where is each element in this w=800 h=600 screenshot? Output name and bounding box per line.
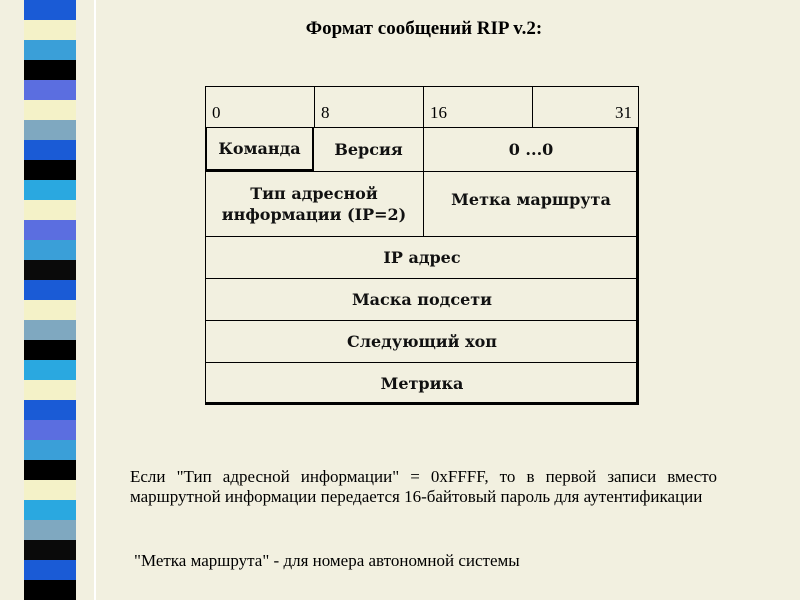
stripe-band <box>24 360 76 380</box>
rip-packet-format <box>205 127 641 407</box>
stripe-band <box>24 440 76 460</box>
field-route-tag: Метка маршрута <box>451 189 611 209</box>
field-command: Команда <box>205 127 314 171</box>
slide-title: Формат сообщений RIP v.2: <box>305 18 543 39</box>
stripe-band <box>24 400 76 420</box>
stripe-band <box>24 460 76 480</box>
field-subnet-mask: Маска подсети <box>351 290 493 309</box>
stripe-band <box>24 180 76 200</box>
note-route-tag: "Метка маршрута" - для номера автономной системы <box>134 551 520 570</box>
bit-label-16: 16 <box>424 87 533 128</box>
stripe-band <box>24 480 76 500</box>
bit-ruler <box>205 86 639 128</box>
stripe-band <box>24 340 76 360</box>
bit-label-31: 31 <box>533 87 639 128</box>
stripe-band <box>24 80 76 100</box>
decorative-stripe <box>24 0 76 600</box>
stripe-band <box>24 420 76 440</box>
stripe-band <box>24 380 76 400</box>
stripe-band <box>24 540 76 560</box>
stripe-band <box>24 200 76 220</box>
field-metric: Метрика <box>380 373 464 393</box>
stripe-band <box>24 220 76 240</box>
stripe-band <box>24 40 76 60</box>
stripe-band <box>24 120 76 140</box>
bit-label-8: 8 <box>315 87 424 128</box>
stripe-band <box>24 140 76 160</box>
stripe-band <box>24 240 76 260</box>
stripe-band <box>24 60 76 80</box>
stripe-band <box>24 320 76 340</box>
field-address-family: Тип адресной информации (IP=2) <box>221 184 407 224</box>
stripe-band <box>24 280 76 300</box>
note-password: Если "Тип адресной информации" = 0xFFFF, то в первой записи вместо маршрутной информации передается 16-байтовый пароль для аутентификации <box>130 467 717 506</box>
field-ip-address: IP адрес <box>383 248 461 267</box>
stripe-band <box>24 580 76 600</box>
stripe-band <box>24 0 76 20</box>
stripe-band <box>24 260 76 280</box>
stripe-band <box>24 160 76 180</box>
stripe-band <box>24 500 76 520</box>
field-zero: 0 ...0 <box>508 139 554 159</box>
field-next-hop: Следующий хоп <box>346 332 498 351</box>
stripe-band <box>24 100 76 120</box>
field-version: Версия <box>334 139 403 159</box>
bit-label-0: 0 <box>206 87 315 128</box>
stripe-band <box>24 300 76 320</box>
stripe-divider <box>94 0 96 600</box>
stripe-band <box>24 560 76 580</box>
stripe-band <box>24 520 76 540</box>
